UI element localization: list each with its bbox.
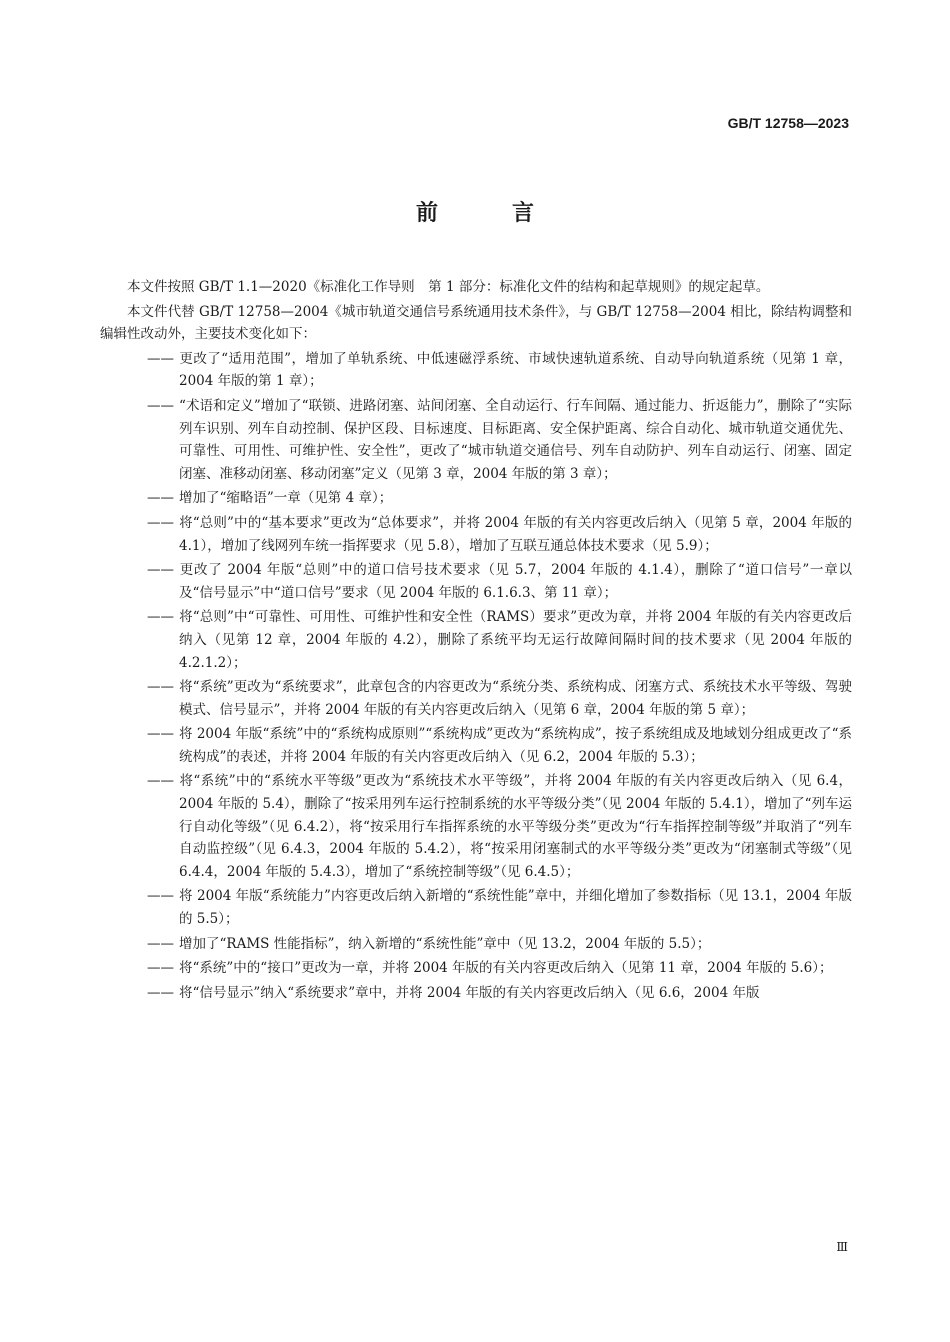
list-item <box>100 559 852 604</box>
dash-marker: —— <box>147 397 174 414</box>
list-item <box>100 395 852 485</box>
list-item-text: 增加了“RAMS 性能指标”，纳入新增的“系统性能”章中（见 13.2，2004 年版的 5.5）； <box>179 935 711 952</box>
list-item-text: “术语和定义”增加了“联锁、进路闭塞、站间闭塞、全自动运行、行车间隔、通过能力、折返能力”，删除了“实际列车识别、列车自动控制、保护区段、目标速度、目标距离、安全保护距离、综合自动化、城市轨道交通优先、可靠性、可用性、可维护性、安全性”，更改了“城市轨道交通信号、列车自动防护、列车自动运行、闭塞、固定闭塞、准移动闭塞、移动闭塞”定义（见第 3 章，2004 年版的第 3 章）； <box>179 397 852 482</box>
dash-marker: —— <box>147 514 174 531</box>
dash-marker: —— <box>147 726 174 743</box>
list-item-text: 更改了 2004 年版“总则”中的道口信号技术要求（见 5.7，2004 年版的 4.1.4），删除了“道口信号”一章以及“信号显示”中“道口信号”要求（见 2004 年版的 6.1.6.3、第 11 章）； <box>179 562 852 601</box>
dash-marker: —— <box>147 609 174 626</box>
page-number: Ⅲ <box>836 1240 848 1254</box>
standard-number: GB/T 12758—2023 <box>727 115 849 131</box>
dash-marker: —— <box>147 935 174 952</box>
list-item-text: 将“系统”中的“系统水平等级”更改为“系统技术水平等级”，并将 2004 年版的有关内容更改后纳入（见 6.4，2004 年版的 5.4），删除了“按采用列车运行控制系统的水平等级分类”（见 2004 年版的 5.4.1），增加了“列车运行自动化等级”（见 6.4.2），将“按采用行车指挥系统的水平等级分类”更改为“行车指挥控制等级”并取消了“列车自动监控级”（见 6.4.3，2004 年版的 5.4.2），将“按采用闭塞制式的水平等级分类”更改为“闭塞制式等级”（见 6.4.4，2004 年版的 5.4.3），增加了“系统控制等级”（见 6.4.5）； <box>179 773 852 880</box>
dash-marker: —— <box>147 679 174 696</box>
list-item <box>100 770 852 883</box>
list-item-text: 更改了“适用范围”，增加了单轨系统、中低速磁浮系统、市域快速轨道系统、自动导向轨道系统（见第 1 章，2004 年版的第 1 章）； <box>179 350 852 390</box>
list-item <box>100 487 852 510</box>
list-item-text: 将“信号显示”纳入“系统要求”章中，并将 2004 年版的有关内容更改后纳入（见 6.6，2004 年版 <box>179 984 760 1001</box>
list-item <box>100 885 852 930</box>
paragraph-replacement: 本文件代替 GB/T 12758—2004《城市轨道交通信号系统通用技术条件》，与 GB/T 12758—2004 相比，除结构调整和编辑性改动外，主要技术变化如下： <box>100 303 852 343</box>
dash-marker: —— <box>147 773 174 790</box>
dash-marker: —— <box>147 984 174 1001</box>
list-item-text: 将 2004 年版“系统能力”内容更改后纳入新增的“系统性能”章中，并细化增加了参数指标（见 13.1，2004 年版的 5.5）； <box>179 888 852 928</box>
list-item <box>100 957 852 980</box>
list-item <box>100 512 852 557</box>
list-item <box>100 676 852 721</box>
list-item-text: 增加了“缩略语”一章（见第 4 章）； <box>179 490 393 507</box>
dash-marker: —— <box>147 350 174 367</box>
list-item-text: 将“系统”中的“接口”更改为一章，并将 2004 年版的有关内容更改后纳入（见第 11 章，2004 年版的 5.6）； <box>179 960 833 977</box>
list-item-text: 将“总则”中的“基本要求”更改为“总体要求”，并将 2004 年版的有关内容更改后纳入（见第 5 章，2004 年版的 4.1），增加了线网列车统一指挥要求（见 5.8），增加了互联互通总体技术要求（见 5.9）； <box>179 514 852 554</box>
list-item-text: 将“总则”中“可靠性、可用性、可维护性和安全性（RAMS）要求”更改为章，并将 2004 年版的有关内容更改后纳入（见第 12 章，2004 年版的 4.2），删除了系统平均无运行故障间隔时间的技术要求（见 2004 年版的 4.2.1.2）； <box>179 609 852 671</box>
dash-marker: —— <box>147 490 174 507</box>
list-item-text: 将 2004 年版“系统”中的“系统构成原则”“系统构成”更改为“系统构成”，按子系统组成及地域划分组成更改了“系统构成”的表述，并将 2004 年版的有关内容更改后纳入（见 6.2，2004 年版的 5.3）； <box>179 726 852 765</box>
page-title: 前 言 <box>415 201 560 226</box>
list-item <box>100 933 852 956</box>
list-item <box>100 348 852 393</box>
list-item-text: 将“系统”更改为“系统要求”，此章包含的内容更改为“系统分类、系统构成、闭塞方式、系统技术水平等级、驾驶模式、信号显示”，并将 2004 年版的有关内容更改后纳入（见第 6 章，2004 年版的第 5 章）； <box>179 679 852 718</box>
dash-marker: —— <box>147 888 174 905</box>
list-item <box>100 723 852 768</box>
dash-marker: —— <box>147 562 174 579</box>
paragraph-drafting-rule: 本文件按照 GB/T 1.1—2020《标准化工作导则 第 1 部分：标准化文件的结构和起草规则》的规定起草。 <box>127 279 770 295</box>
list-item <box>100 982 852 1005</box>
foreword-body <box>100 276 852 1006</box>
dash-marker: —— <box>147 960 174 977</box>
list-item <box>100 606 852 674</box>
